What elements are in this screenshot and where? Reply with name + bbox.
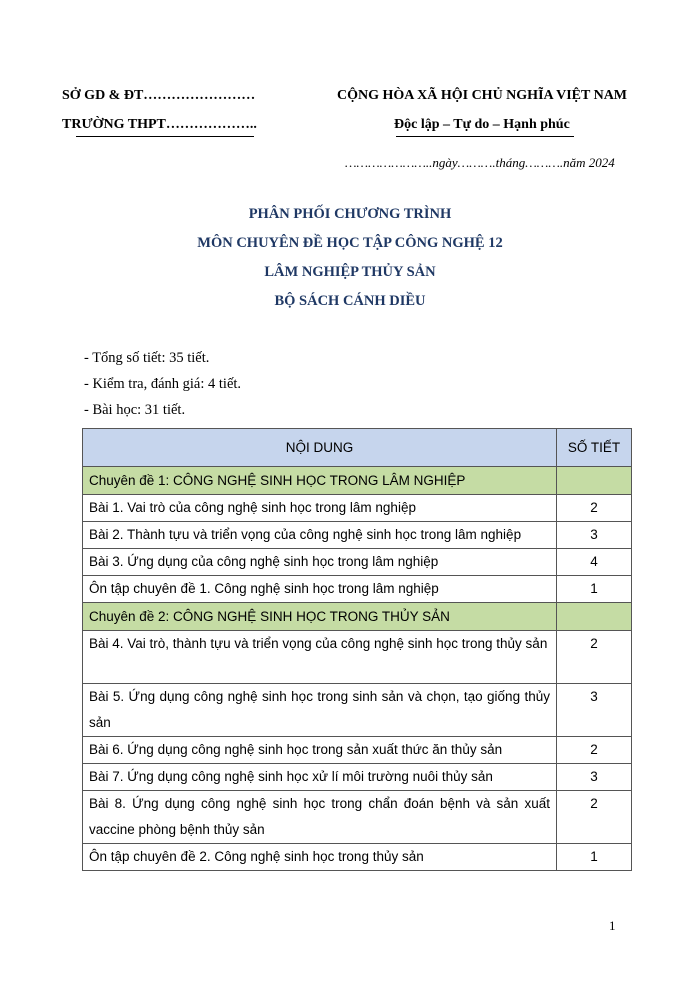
table-row — [83, 791, 632, 844]
header-periods: SỐ TIẾT — [557, 429, 632, 467]
table-row — [83, 764, 632, 791]
row-periods: 1 — [557, 576, 632, 603]
chapter-title: Chuyên đề 2: CÔNG NGHỆ SINH HỌC TRONG THỦY SẢN — [83, 603, 557, 631]
row-periods: 2 — [557, 495, 632, 522]
row-periods: 3 — [557, 522, 632, 549]
row-content: Bài 2. Thành tựu và triển vọng của công nghệ sinh học trong lâm nghiệp — [83, 522, 557, 549]
chapter-row — [83, 467, 632, 495]
doc-title-2: MÔN CHUYÊN ĐỀ HỌC TẬP CÔNG NGHỆ 12 — [197, 235, 503, 251]
curriculum-table — [82, 428, 632, 871]
row-periods: 1 — [557, 844, 632, 871]
nation-motto: Độc lập – Tự do – Hạnh phúc — [394, 117, 570, 132]
row-content: Bài 4. Vai trò, thành tựu và triển vọng của công nghệ sinh học trong thủy sản — [83, 631, 557, 684]
nation-title: CỘNG HÒA XÃ HỘI CHỦ NGHĨA VIỆT NAM — [337, 88, 628, 103]
table-row — [83, 684, 632, 737]
department-label: SỞ GD & ĐT…………………… — [62, 88, 256, 103]
motto-underline — [396, 136, 574, 137]
summary-lessons: - Bài học: 31 tiết. — [84, 402, 186, 418]
header-content: NỘI DUNG — [83, 429, 557, 467]
chapter-title: Chuyên đề 1: CÔNG NGHỆ SINH HỌC TRONG LÂM NGHIỆP — [83, 467, 557, 495]
table-row — [83, 844, 632, 871]
chapter-row — [83, 603, 632, 631]
page-number: 1 — [609, 918, 616, 933]
row-content: Bài 7. Ứng dụng công nghệ sinh học xử lí môi trường nuôi thủy sản — [83, 764, 557, 791]
table-row — [83, 576, 632, 603]
table-row — [83, 631, 632, 684]
school-underline — [76, 136, 254, 137]
table-row — [83, 495, 632, 522]
doc-title-1: PHÂN PHỐI CHƯƠNG TRÌNH — [248, 206, 452, 222]
table-row — [83, 522, 632, 549]
doc-title-3: LÂM NGHIỆP THỦY SẢN — [264, 264, 436, 280]
row-content: Bài 6. Ứng dụng công nghệ sinh học trong sản xuất thức ăn thủy sản — [83, 737, 557, 764]
row-periods: 2 — [557, 791, 632, 844]
table-header-row — [83, 429, 632, 467]
row-content: Bài 3. Ứng dụng của công nghệ sinh học trong lâm nghiệp — [83, 549, 557, 576]
table-row — [83, 549, 632, 576]
row-content: Ôn tập chuyên đề 2. Công nghệ sinh học trong thủy sản — [83, 844, 557, 871]
row-content: Bài 1. Vai trò của công nghệ sinh học trong lâm nghiệp — [83, 495, 557, 522]
row-content: Bài 8. Ứng dụng công nghệ sinh học trong chẩn đoán bệnh và sản xuất vaccine phòng bệnh thủy sản — [83, 791, 557, 844]
table-row — [83, 737, 632, 764]
row-periods: 2 — [557, 631, 632, 684]
summary-assessment: - Kiểm tra, đánh giá: 4 tiết. — [84, 376, 242, 392]
row-periods: 2 — [557, 737, 632, 764]
date-line: …………………..ngày……….tháng……….năm 2024 — [345, 155, 615, 170]
row-content: Bài 5. Ứng dụng công nghệ sinh học trong sinh sản và chọn, tạo giống thủy sản — [83, 684, 557, 737]
row-content: Ôn tập chuyên đề 1. Công nghệ sinh học trong lâm nghiệp — [83, 576, 557, 603]
row-periods: 4 — [557, 549, 632, 576]
school-label: TRƯỜNG THPT……………….. — [62, 117, 257, 132]
doc-title-4: BỘ SÁCH CÁNH DIỀU — [274, 293, 426, 309]
row-periods: 3 — [557, 684, 632, 737]
row-periods: 3 — [557, 764, 632, 791]
summary-total: - Tổng số tiết: 35 tiết. — [84, 350, 210, 366]
